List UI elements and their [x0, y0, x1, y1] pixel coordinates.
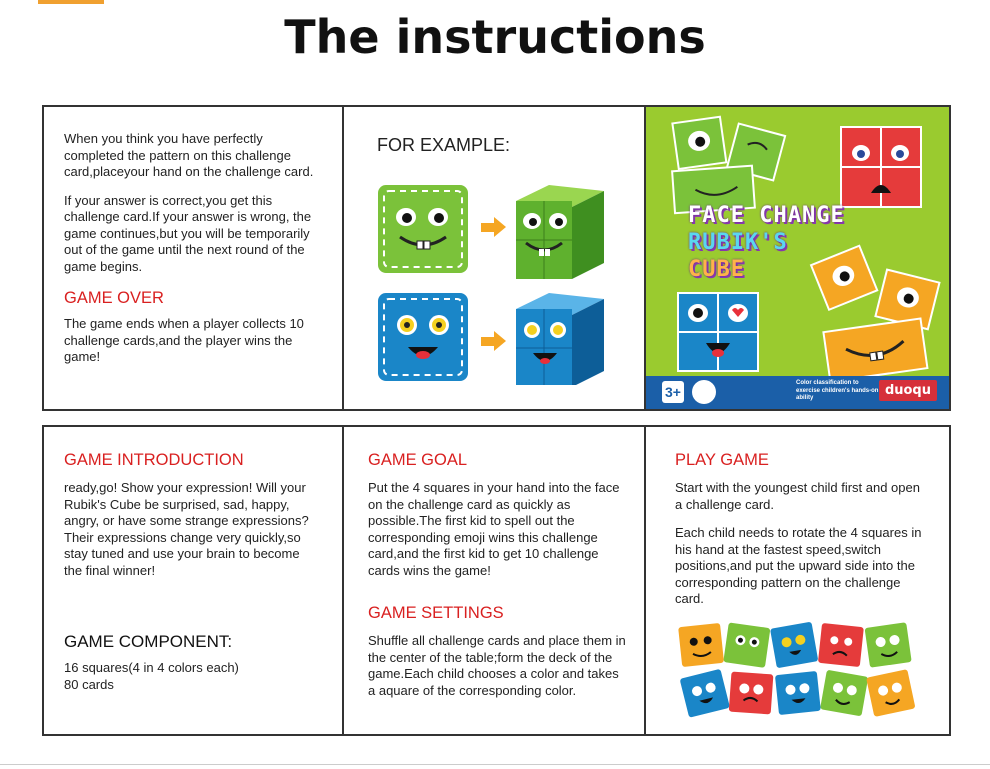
cover-note: Color classification to exercise children's hands-on ability [796, 380, 879, 401]
bottom-divider [0, 764, 990, 765]
bottom-panel [42, 425, 951, 736]
green-face-tile [672, 117, 726, 169]
game-component-line2: 80 cards [64, 676, 114, 692]
game-settings-heading: GAME SETTINGS [368, 604, 504, 622]
rules-paragraph-1: When you think you have perfectly completed the pattern on this challenge card,placeyour hand on the challenge card. [64, 131, 314, 179]
example-illustration [344, 175, 644, 385]
play-cell [644, 427, 949, 734]
cover-title-line1: FACE CHANGE [688, 203, 845, 228]
brand-logo: duoqu [879, 380, 937, 401]
product-cover-cell [644, 107, 949, 409]
red-face-tile [841, 127, 921, 207]
game-introduction-heading: GAME INTRODUCTION [64, 451, 244, 469]
orange-face-tile [823, 319, 927, 382]
green-face-card [378, 185, 468, 273]
blue-cube [516, 293, 604, 385]
accent-bar [38, 0, 104, 4]
face-cubes-illustration [646, 619, 946, 729]
game-introduction-text: ready,go! Show your expression! Will your Rubik's Cube be surprised, sad, happy, angry, or have some strange expressions? Their expressions change very quickly,so stay tuned and use your brain to become the final winner! [64, 480, 309, 578]
play-game-heading: PLAY GAME [675, 451, 769, 469]
game-component-line1: 16 squares(4 in 4 colors each) [64, 660, 239, 675]
game-over-text: The game ends when a player collects 10 challenge cards,and the player wins the game! [64, 316, 304, 364]
child-icon [692, 380, 716, 404]
game-settings-text: Shuffle all challenge cards and place them in the center of the table;form the deck of the game.Each child chooses a color and takes a aquare of the corresponding color. [368, 633, 626, 698]
age-badge: 3+ [662, 381, 684, 403]
top-panel [42, 105, 951, 411]
arrow-right-icon [481, 331, 506, 351]
green-cube [516, 185, 604, 279]
intro-cell [44, 427, 344, 734]
arrow-right-icon [481, 217, 506, 237]
game-goal-text: Put the 4 squares in your hand into the face on the challenge card as quickly as possible.The first kid to spell out the corresponding emoji wins this challenge card,and the first kid to get 10 challenge cards wins the game! [368, 480, 620, 578]
game-over-heading: GAME OVER [64, 289, 164, 307]
intro-rules-cell [44, 107, 344, 409]
blue-face-tile [678, 293, 758, 371]
play-game-text-1: Start with the youngest child first and open a challenge card. [675, 480, 920, 512]
goal-settings-cell [342, 427, 646, 734]
game-goal-heading: GAME GOAL [368, 451, 468, 469]
blue-face-card [378, 293, 468, 381]
game-component-heading: GAME COMPONENT: [64, 632, 233, 651]
cover-title-line2: RUBIK'S [688, 230, 788, 255]
rules-paragraph-2: If your answer is correct,you get this challenge card.If your answer is wrong, the game continues,but you will be temporarily out of the game until the next round of the game begins. [64, 192, 312, 274]
play-game-text-2: Each child needs to rotate the 4 squares in his hand at the fastest speed,switch positions,and put the upward side into the corresponding pattern on the challenge card. [675, 525, 922, 606]
page-title: The instructions [284, 10, 706, 64]
cover-title-line3: CUBE [688, 257, 745, 282]
example-label: FOR EXAMPLE: [377, 135, 511, 155]
example-cell [342, 107, 646, 409]
cover-title [688, 202, 845, 283]
cover-footer [646, 376, 949, 409]
